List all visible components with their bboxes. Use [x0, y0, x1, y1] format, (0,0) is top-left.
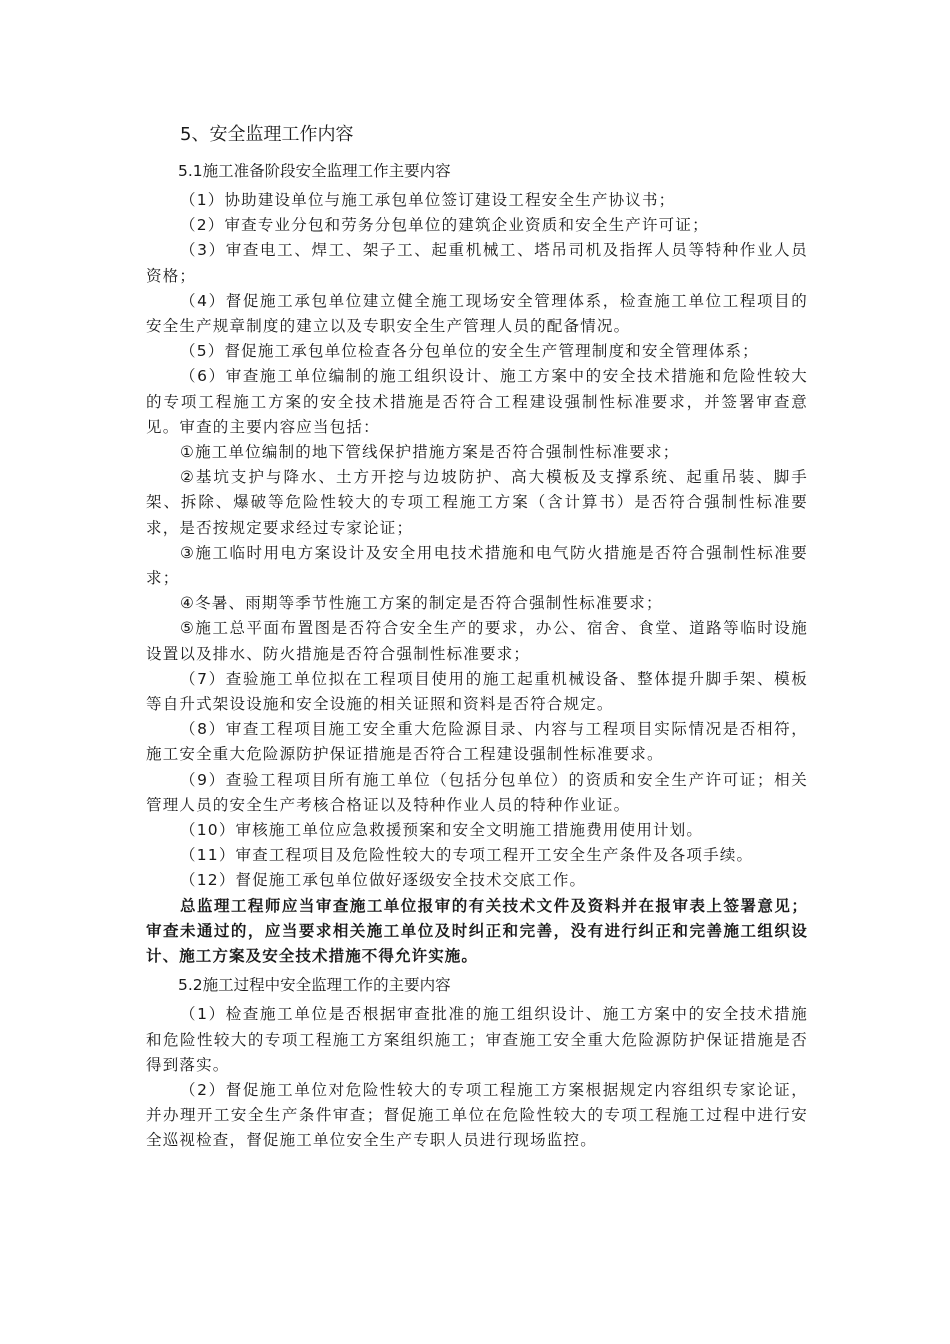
list-item: （9）查验工程项目所有施工单位（包括分包单位）的资质和安全生产许可证；相关管理人员的安全生产考核合格证以及特种作业人员的特种作业证。	[146, 770, 808, 814]
list-item: （2）督促施工单位对危险性较大的专项工程施工方案根据规定内容组织专家论证，并办理开工安全生产条件审查；督促施工单位在危险性较大的专项工程施工过程中进行安全巡视检查，督促施工单位安全生产专职人员进行现场监控。	[146, 1080, 808, 1150]
list-item: （5）督促施工承包单位检查各分包单位的安全生产管理制度和安全管理体系；	[180, 342, 759, 361]
list-item: （10）审核施工单位应急救援预案和安全文明施工措施费用使用计划。	[180, 821, 704, 840]
list-subitem: ④冬暑、雨期等季节性施工方案的制定是否符合强制性标准要求；	[180, 594, 663, 613]
list-item: （1）检查施工单位是否根据审查批准的施工组织设计、施工方案中的安全技术措施和危险性较大的专项工程施工方案组织施工；审查施工安全重大危险源防护保证措施是否得到落实。	[146, 1005, 808, 1074]
list-item: （3）审查电工、焊工、架子工、起重机械工、塔吊司机及指挥人员等特种作业人员资格；	[146, 241, 808, 285]
list-item: （2）审查专业分包和劳务分包单位的建筑企业资质和安全生产许可证；	[180, 216, 709, 235]
list-subitem: ⑤施工总平面布置图是否符合安全生产的要求，办公、宿舍、食堂、道路等临时设施设置以及排水、防火措施是否符合强制性标准要求；	[146, 619, 808, 663]
list-item: （12）督促施工承包单位做好逐级安全技术交底工作。	[180, 871, 587, 890]
list-subitem: ③施工临时用电方案设计及安全用电技术措施和电气防火措施是否符合强制性标准要求；	[146, 543, 808, 588]
list-item: （7）查验施工单位拟在工程项目使用的施工起重机械设备、整体提升脚手架、模板等自升式架设设施和安全设施的相关证照和资料是否符合规定。	[146, 669, 808, 714]
bold-note: 总监理工程师应当审查施工单位报审的有关技术文件及资料并在报审表上签署意见；审查未通过的，应当要求相关施工单位及时纠正和完善，没有进行纠正和完善施工组织设计、施工方案及安全技术措施不得允许实施。	[146, 896, 808, 966]
subsection-title: 5.1施工准备阶段安全监理工作主要内容	[178, 162, 451, 180]
subsection-title: 5.2施工过程中安全监理工作的主要内容	[178, 976, 451, 995]
list-item: （11）审查工程项目及危险性较大的专项工程开工安全生产条件及各项手续。	[180, 846, 754, 865]
list-subitem: ①施工单位编制的地下管线保护措施方案是否符合强制性标准要求；	[180, 443, 680, 462]
list-item: （6）审查施工单位编制的施工组织设计、施工方案中的安全技术措施和危险性较大的专项工程施工方案的安全技术措施是否符合工程建设强制性标准要求，并签署审查意见。审查的主要内容应当包括：	[146, 367, 808, 436]
section-title: 5、安全监理工作内容	[180, 124, 354, 145]
list-subitem: ②基坑支护与降水、土方开挖与边坡防护、高大模板及支撑系统、起重吊装、脚手架、拆除、爆破等危险性较大的专项工程施工方案（含计算书）是否符合强制性标准要求，是否按规定要求经过专家论证；	[146, 468, 808, 537]
document-body	[146, 120, 808, 1154]
list-item: （8）审查工程项目施工安全重大危险源目录、内容与工程项目实际情况是否相符，施工安全重大危险源防护保证措施是否符合工程建设强制性标准要求。	[146, 720, 808, 764]
list-item: （1）协助建设单位与施工承包单位签订建设工程安全生产协议书；	[180, 191, 676, 209]
list-item: （4）督促施工承包单位建立健全施工现场安全管理体系，检查施工单位工程项目的安全生产规章制度的建立以及专职安全生产管理人员的配备情况。	[146, 291, 808, 336]
